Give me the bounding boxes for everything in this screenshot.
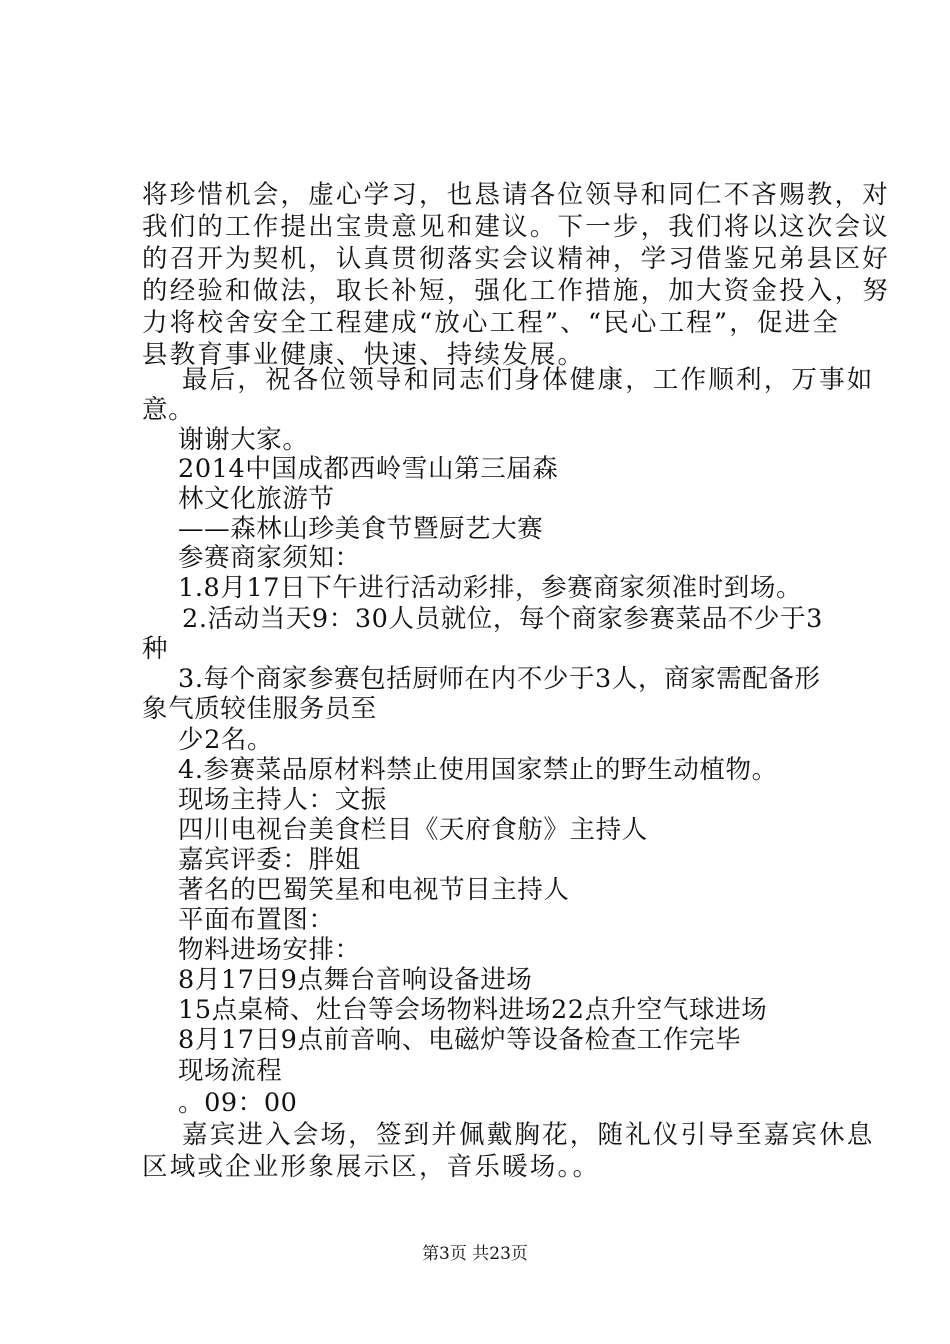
- paragraph-line: 8月17日9点前音响、电磁炉等设备检查工作完毕: [178, 1025, 742, 1055]
- paragraph-line: 谢谢大家。: [178, 425, 309, 455]
- paragraph-line: 3.每个商家参赛包括厨师在内不少于3人，商家需配备形: [178, 664, 821, 694]
- paragraph-line: 四川电视台美食栏目《天府食舫》主持人: [178, 815, 648, 845]
- paragraph-line: 林文化旅游节: [178, 484, 335, 514]
- paragraph-line: 县教育事业健康、快速、持续发展。: [142, 340, 586, 370]
- paragraph-line: ——森林山珍美食节暨厨艺大赛: [178, 514, 544, 544]
- paragraph-line: 区域或企业形象展示区，音乐暖场。。: [142, 1152, 601, 1182]
- paragraph-line: 2014中国成都西岭雪山第三届森: [178, 454, 559, 484]
- paragraph-line: 的召开为契机，认真贯彻落实会议精神，学习借鉴兄弟县区好: [142, 244, 890, 274]
- paragraph-line: 著名的巴蜀笑星和电视节目主持人: [178, 875, 570, 905]
- page-number-footer: 第3页 共23页: [422, 1244, 528, 1264]
- paragraph-line: 8月17日9点舞台音响设备进场: [178, 965, 533, 995]
- paragraph-line: 现场主持人：文振: [178, 785, 387, 815]
- paragraph-line: 物料进场安排：: [178, 935, 361, 965]
- paragraph-line: 力将校舍安全工程建成“放心工程”、“民心工程”，促进全: [142, 308, 841, 338]
- paragraph-line: 最后，祝各位领导和同志们身体健康，工作顺利，万事如: [182, 365, 875, 395]
- paragraph-line: 象气质较佳服务员至: [142, 694, 377, 724]
- paragraph-line: 参赛商家须知：: [178, 543, 361, 573]
- paragraph-line: 4.参赛菜品原材料禁止使用国家禁止的野生动植物。: [178, 755, 778, 785]
- paragraph-line: 。09：00: [178, 1088, 298, 1118]
- paragraph-line: 我们的工作提出宝贵意见和建议。下一步，我们将以这次会议: [142, 212, 890, 242]
- paragraph-line: 嘉宾进入会场，签到并佩戴胸花，随礼仪引导至嘉宾休息: [182, 1120, 875, 1150]
- paragraph-line: 15点桌椅、灶台等会场物料进场22点升空气球进场: [178, 995, 768, 1025]
- paragraph-line: 将珍惜机会，虚心学习，也恳请各位领导和同仁不吝赐教，对: [142, 180, 890, 210]
- paragraph-line: 1.8月17日下午进行活动彩排，参赛商家须准时到场。: [178, 573, 803, 603]
- paragraph-line: 的经验和做法，取长补短，强化工作措施，加大资金投入，努: [142, 276, 890, 306]
- paragraph-line: 嘉宾评委：胖姐: [178, 845, 361, 875]
- paragraph-line: 意。: [142, 395, 195, 425]
- paragraph-line: 平面布置图：: [178, 905, 335, 935]
- paragraph-line: 种: [142, 634, 169, 664]
- paragraph-line: 现场流程: [178, 1056, 283, 1086]
- paragraph-line: 2.活动当天9：30人员就位，每个商家参赛菜品不少于3: [182, 604, 823, 634]
- paragraph-line: 少2名。: [178, 725, 274, 755]
